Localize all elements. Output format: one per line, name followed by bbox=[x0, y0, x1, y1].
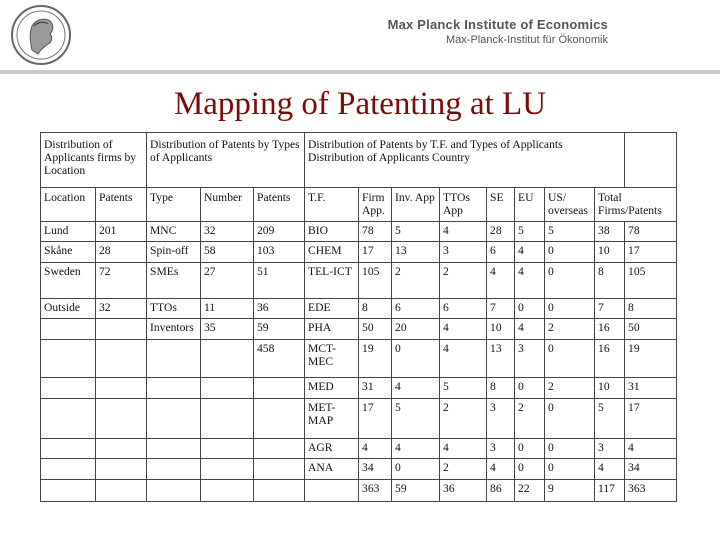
table-cell: 38 bbox=[595, 222, 625, 242]
table-cell: 3 bbox=[487, 398, 515, 439]
col-header-inv-app: Inv. App bbox=[392, 187, 440, 221]
table-cell: Inventors bbox=[147, 319, 201, 339]
col-header-number: Number bbox=[201, 187, 254, 221]
table-cell: 36 bbox=[440, 479, 487, 501]
table-cell: 0 bbox=[545, 439, 595, 459]
table-cell bbox=[201, 398, 254, 439]
table-row bbox=[41, 479, 677, 501]
table-cell: 0 bbox=[392, 459, 440, 479]
table-cell: 4 bbox=[595, 459, 625, 479]
table-cell: 4 bbox=[515, 242, 545, 262]
table-cell: MNC bbox=[147, 222, 201, 242]
table-cell: 36 bbox=[254, 299, 305, 319]
col-header-patents-types: Patents bbox=[254, 187, 305, 221]
table-cell: 4 bbox=[515, 319, 545, 339]
table-cell: 4 bbox=[625, 439, 677, 459]
header-divider bbox=[0, 70, 720, 74]
table-cell: 17 bbox=[625, 242, 677, 262]
section-header-location: Distribution of Applicants firms by Location bbox=[41, 133, 147, 188]
table-cell bbox=[147, 339, 201, 378]
table-cell: 4 bbox=[440, 319, 487, 339]
table-cell: 51 bbox=[254, 262, 305, 298]
table-cell: 363 bbox=[625, 479, 677, 501]
section-header-types: Distribution of Patents by Types of Applicants bbox=[147, 133, 305, 188]
table-cell: 0 bbox=[545, 299, 595, 319]
table-cell: Outside bbox=[41, 299, 96, 319]
table-cell: 16 bbox=[595, 319, 625, 339]
minerva-logo-icon bbox=[10, 4, 72, 66]
institute-name: Max Planck Institute of Economics bbox=[387, 17, 608, 32]
table-cell: 3 bbox=[595, 439, 625, 459]
table-cell bbox=[96, 479, 147, 501]
table-row bbox=[41, 378, 677, 398]
table-cell bbox=[201, 459, 254, 479]
table-cell: 4 bbox=[440, 439, 487, 459]
table-cell bbox=[41, 459, 96, 479]
table-cell bbox=[254, 378, 305, 398]
table-cell: 0 bbox=[545, 262, 595, 298]
col-header-us-overseas: US/ overseas bbox=[545, 187, 595, 221]
table-cell: 17 bbox=[359, 242, 392, 262]
col-header-tf: T.F. bbox=[305, 187, 359, 221]
table-cell: 72 bbox=[96, 262, 147, 298]
table-cell: 4 bbox=[359, 439, 392, 459]
col-header-patents: Patents bbox=[96, 187, 147, 221]
table-cell: 4 bbox=[515, 262, 545, 298]
table-row bbox=[41, 299, 677, 319]
header-blank-cell bbox=[625, 133, 677, 188]
col-header-firm-app: Firm App. bbox=[359, 187, 392, 221]
table-row bbox=[41, 459, 677, 479]
table-cell: TEL-ICT bbox=[305, 262, 359, 298]
table-cell: 86 bbox=[487, 479, 515, 501]
table-cell bbox=[41, 398, 96, 439]
table-cell: 13 bbox=[392, 242, 440, 262]
table-cell: PHA bbox=[305, 319, 359, 339]
section-header-country: Distribution of Applicants Country bbox=[308, 151, 470, 164]
table-cell bbox=[147, 398, 201, 439]
table-cell: 17 bbox=[359, 398, 392, 439]
table-row bbox=[41, 262, 677, 298]
table-cell: 13 bbox=[487, 339, 515, 378]
table-cell: 3 bbox=[487, 439, 515, 459]
table-cell: 0 bbox=[545, 339, 595, 378]
table-cell: 5 bbox=[392, 222, 440, 242]
table-cell: 103 bbox=[254, 242, 305, 262]
table-row bbox=[41, 339, 677, 378]
table-cell: 2 bbox=[545, 319, 595, 339]
col-header-eu: EU bbox=[515, 187, 545, 221]
table-cell: 5 bbox=[440, 378, 487, 398]
table-cell bbox=[41, 378, 96, 398]
table-cell: 8 bbox=[625, 299, 677, 319]
table-cell: 2 bbox=[545, 378, 595, 398]
table-cell: 209 bbox=[254, 222, 305, 242]
table-row bbox=[41, 398, 677, 439]
patenting-table bbox=[40, 132, 677, 502]
table-cell bbox=[201, 339, 254, 378]
table-cell: 6 bbox=[487, 242, 515, 262]
table-cell: TTOs bbox=[147, 299, 201, 319]
table-cell: 8 bbox=[487, 378, 515, 398]
table-cell bbox=[254, 459, 305, 479]
table-cell: 16 bbox=[595, 339, 625, 378]
table-cell bbox=[254, 398, 305, 439]
col-header-ttos-app: TTOs App bbox=[440, 187, 487, 221]
table-cell: 117 bbox=[595, 479, 625, 501]
table-cell: 0 bbox=[515, 439, 545, 459]
table-cell: 4 bbox=[440, 222, 487, 242]
table-cell: 0 bbox=[515, 459, 545, 479]
table-cell bbox=[201, 479, 254, 501]
table-cell: 22 bbox=[515, 479, 545, 501]
table-cell: Sweden bbox=[41, 262, 96, 298]
table-cell: MCT-MEC bbox=[305, 339, 359, 378]
table-cell: 458 bbox=[254, 339, 305, 378]
table-cell: 5 bbox=[392, 398, 440, 439]
table-cell: 35 bbox=[201, 319, 254, 339]
table-cell: 0 bbox=[545, 242, 595, 262]
table-cell: 0 bbox=[515, 299, 545, 319]
table-cell: 2 bbox=[440, 398, 487, 439]
table-cell: 31 bbox=[359, 378, 392, 398]
table-cell: 10 bbox=[595, 378, 625, 398]
table-cell: Spin-off bbox=[147, 242, 201, 262]
table-cell bbox=[96, 339, 147, 378]
col-header-se: SE bbox=[487, 187, 515, 221]
table-cell: 2 bbox=[515, 398, 545, 439]
table-cell: 0 bbox=[545, 398, 595, 439]
table-cell: 78 bbox=[359, 222, 392, 242]
table-cell: 8 bbox=[595, 262, 625, 298]
table-cell: 17 bbox=[625, 398, 677, 439]
table-cell bbox=[96, 319, 147, 339]
header-bar bbox=[0, 0, 720, 72]
table-cell bbox=[147, 378, 201, 398]
table-row bbox=[41, 222, 677, 242]
table-cell: 50 bbox=[359, 319, 392, 339]
table-cell: 27 bbox=[201, 262, 254, 298]
table-cell: 5 bbox=[515, 222, 545, 242]
table-cell: 4 bbox=[392, 378, 440, 398]
table-cell bbox=[201, 378, 254, 398]
table-cell: Lund bbox=[41, 222, 96, 242]
table-cell: 0 bbox=[392, 339, 440, 378]
table-row bbox=[41, 439, 677, 459]
table-cell bbox=[41, 439, 96, 459]
table-cell: 34 bbox=[625, 459, 677, 479]
section-header-row bbox=[41, 133, 677, 188]
table-cell: 10 bbox=[487, 319, 515, 339]
table-cell: 3 bbox=[515, 339, 545, 378]
table-cell bbox=[147, 439, 201, 459]
table-cell bbox=[147, 459, 201, 479]
table-cell: SMEs bbox=[147, 262, 201, 298]
table-cell: 19 bbox=[359, 339, 392, 378]
table-cell: 2 bbox=[440, 459, 487, 479]
table-cell: 59 bbox=[392, 479, 440, 501]
table-cell: MED bbox=[305, 378, 359, 398]
table-cell: EDE bbox=[305, 299, 359, 319]
table-cell: 32 bbox=[201, 222, 254, 242]
table-cell: 31 bbox=[625, 378, 677, 398]
table-row bbox=[41, 319, 677, 339]
table-cell bbox=[41, 339, 96, 378]
table-cell: 50 bbox=[625, 319, 677, 339]
table-cell: 6 bbox=[392, 299, 440, 319]
table-cell: 5 bbox=[545, 222, 595, 242]
table-cell: ANA bbox=[305, 459, 359, 479]
table-cell: CHEM bbox=[305, 242, 359, 262]
table-cell: 32 bbox=[96, 299, 147, 319]
table-cell: AGR bbox=[305, 439, 359, 459]
table-cell: Skåne bbox=[41, 242, 96, 262]
table-cell bbox=[305, 479, 359, 501]
table-cell: 6 bbox=[440, 299, 487, 319]
col-header-location: Location bbox=[41, 187, 96, 221]
institute-subtitle: Max-Planck-Institut für Ökonomik bbox=[446, 34, 608, 46]
table-row bbox=[41, 242, 677, 262]
table-cell: 105 bbox=[625, 262, 677, 298]
table-cell: 34 bbox=[359, 459, 392, 479]
table-cell: 105 bbox=[359, 262, 392, 298]
table-cell bbox=[254, 479, 305, 501]
table-cell bbox=[147, 479, 201, 501]
table-cell: MET-MAP bbox=[305, 398, 359, 439]
table-cell: 28 bbox=[96, 242, 147, 262]
table-cell: 201 bbox=[96, 222, 147, 242]
table-cell: 59 bbox=[254, 319, 305, 339]
table-cell: 7 bbox=[487, 299, 515, 319]
table-cell: 0 bbox=[545, 459, 595, 479]
table-cell: 11 bbox=[201, 299, 254, 319]
table-cell: 4 bbox=[487, 459, 515, 479]
table-cell bbox=[96, 378, 147, 398]
table-cell: 3 bbox=[440, 242, 487, 262]
section-header-tf: Distribution of Patents by T.F. and Types of Applicants bbox=[308, 138, 563, 151]
table-cell: 4 bbox=[440, 339, 487, 378]
table-cell bbox=[96, 398, 147, 439]
table-cell: 0 bbox=[515, 378, 545, 398]
table-cell bbox=[96, 459, 147, 479]
table-cell: 2 bbox=[440, 262, 487, 298]
table-cell: 10 bbox=[595, 242, 625, 262]
column-header-row bbox=[41, 187, 677, 221]
table-cell: 20 bbox=[392, 319, 440, 339]
table-body bbox=[41, 222, 677, 502]
table-cell: 4 bbox=[392, 439, 440, 459]
table-cell: 8 bbox=[359, 299, 392, 319]
table-cell bbox=[254, 439, 305, 459]
table-cell bbox=[41, 479, 96, 501]
table-cell: 7 bbox=[595, 299, 625, 319]
table-cell: 2 bbox=[392, 262, 440, 298]
table-cell: 19 bbox=[625, 339, 677, 378]
table-cell: 363 bbox=[359, 479, 392, 501]
table-cell: 58 bbox=[201, 242, 254, 262]
table-cell: 4 bbox=[487, 262, 515, 298]
col-header-type: Type bbox=[147, 187, 201, 221]
table-cell bbox=[201, 439, 254, 459]
table-cell: 28 bbox=[487, 222, 515, 242]
table-cell bbox=[41, 319, 96, 339]
table-cell: 78 bbox=[625, 222, 677, 242]
table-cell: 5 bbox=[595, 398, 625, 439]
table-cell bbox=[96, 439, 147, 459]
table-cell: BIO bbox=[305, 222, 359, 242]
slide-title: Mapping of Patenting at LU bbox=[173, 86, 547, 122]
col-header-total: Total Firms/Patents bbox=[595, 187, 677, 221]
table-cell: 9 bbox=[545, 479, 595, 501]
section-header-tf-country bbox=[305, 133, 625, 188]
